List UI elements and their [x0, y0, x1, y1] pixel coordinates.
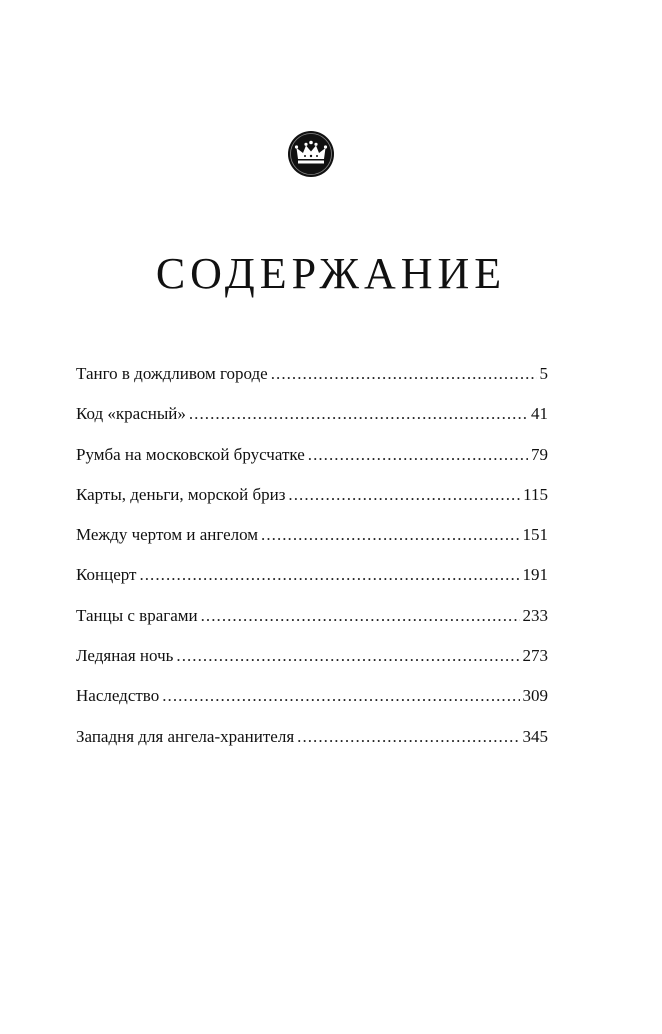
toc-entry-title: Ледяная ночь — [76, 646, 174, 666]
toc-entry[interactable] — [76, 605, 548, 645]
toc-entry-page: 273 — [522, 646, 548, 666]
toc-entry-page: 345 — [522, 726, 548, 746]
toc-entry[interactable] — [76, 524, 548, 564]
toc-entry[interactable] — [76, 645, 548, 685]
toc-dot-leader — [288, 484, 520, 506]
toc-entry[interactable] — [76, 726, 548, 766]
toc-entry[interactable] — [76, 444, 548, 484]
toc-entry[interactable] — [76, 363, 548, 403]
toc-entry-title: Между чертом и ангелом — [76, 525, 259, 545]
toc-dot-leader — [297, 726, 519, 748]
toc-entry[interactable] — [76, 403, 548, 443]
toc-entry-title: Карты, деньги, морской бриз — [76, 484, 286, 504]
toc-entry-title: Наследство — [76, 686, 160, 706]
toc-entry-page: 5 — [539, 364, 548, 383]
toc-entry-title: Западня для ангела-хранителя — [76, 726, 295, 746]
crown-emblem — [287, 130, 335, 178]
toc-entry-title: Код «красный» — [76, 404, 186, 424]
toc-dot-leader — [139, 564, 519, 586]
toc-entry-page: 191 — [522, 565, 548, 585]
toc-entry[interactable] — [76, 685, 548, 725]
toc-entry-title: Концерт — [76, 565, 137, 585]
toc-entry-page: 79 — [531, 444, 548, 464]
toc-dot-leader — [308, 444, 528, 466]
toc-dot-leader — [271, 363, 537, 385]
table-of-contents — [76, 363, 548, 766]
toc-entry-title: Танго в дождливом городе — [76, 364, 268, 383]
page-title: СОДЕРЖАНИЕ — [155, 249, 507, 298]
toc-dot-leader — [176, 645, 519, 667]
toc-dot-leader — [162, 685, 519, 707]
toc-dot-leader — [201, 605, 520, 627]
toc-entry-page: 233 — [522, 605, 548, 625]
toc-dot-leader — [261, 524, 519, 546]
toc-entry-page: 115 — [523, 484, 548, 504]
crown-icon — [287, 130, 335, 178]
toc-entry[interactable] — [76, 564, 548, 604]
toc-entry[interactable] — [76, 484, 548, 524]
toc-entry-title: Румба на московской брусчатке — [76, 444, 305, 464]
toc-entry-page: 151 — [522, 525, 548, 545]
toc-entry-page: 309 — [522, 686, 548, 706]
toc-entry-page: 41 — [531, 404, 548, 424]
toc-dot-leader — [189, 403, 528, 425]
toc-entry-title: Танцы с врагами — [76, 605, 198, 625]
